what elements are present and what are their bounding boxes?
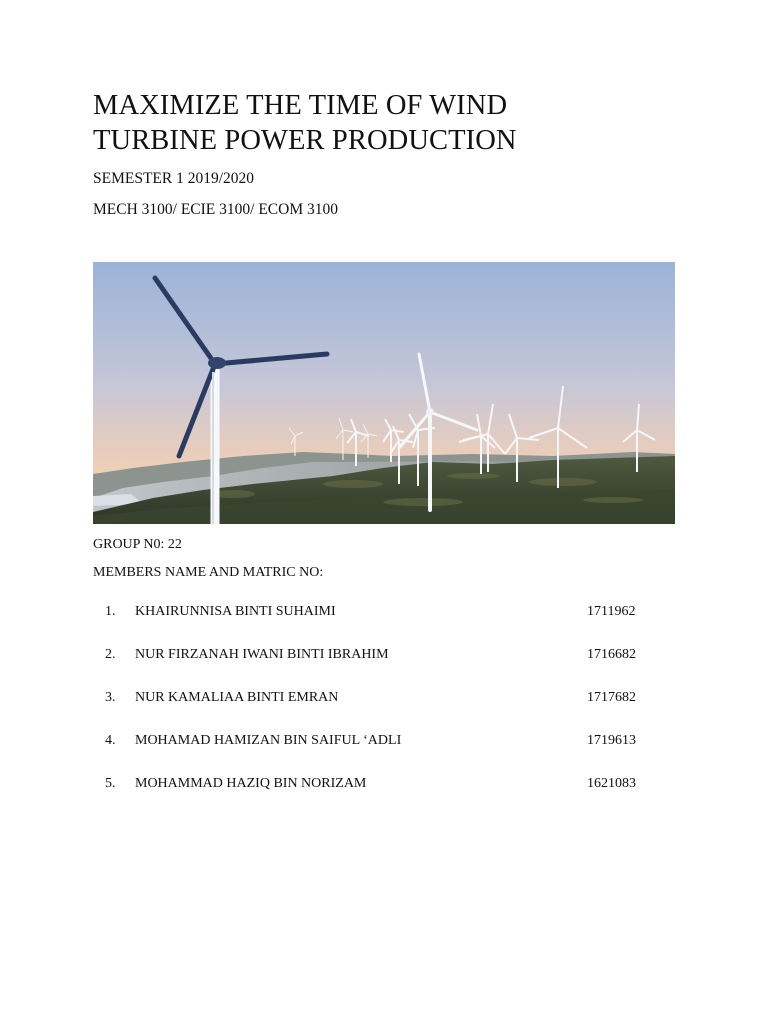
member-matric-no: 1711962 [587,604,636,619]
group-number: GROUP N0: 22 [93,537,182,552]
document-title [93,88,653,158]
member-row [93,733,653,753]
member-matric-no: 1717682 [587,690,636,705]
semester-label: SEMESTER 1 2019/2020 [93,170,255,187]
member-number: 4. [105,733,116,748]
member-number: 5. [105,776,116,791]
title-line-2: TURBINE POWER PRODUCTION [93,125,517,156]
member-number: 1. [105,604,116,619]
member-matric-no: 1621083 [587,776,636,791]
member-name: NUR KAMALIAA BINTI EMRAN [135,690,339,705]
member-name: MOHAMAD HAMIZAN BIN SAIFUL ‘ADLI [135,733,402,748]
member-row [93,647,653,667]
member-number: 3. [105,690,116,705]
member-name: KHAIRUNNISA BINTI SUHAIMI [135,604,336,619]
members-heading: MEMBERS NAME AND MATRIC NO: [93,565,324,580]
member-name: MOHAMMAD HAZIQ BIN NORIZAM [135,776,367,791]
member-row [93,604,653,624]
member-number: 2. [105,647,116,662]
member-matric-no: 1716682 [587,647,636,662]
member-matric-no: 1719613 [587,733,636,748]
course-codes: MECH 3100/ ECIE 3100/ ECOM 3100 [93,201,338,218]
member-name: NUR FIRZANAH IWANI BINTI IBRAHIM [135,647,389,662]
wind-farm-photo [93,262,675,524]
member-row [93,690,653,710]
member-row [93,776,653,796]
title-line-1: MAXIMIZE THE TIME OF WIND [93,90,508,121]
